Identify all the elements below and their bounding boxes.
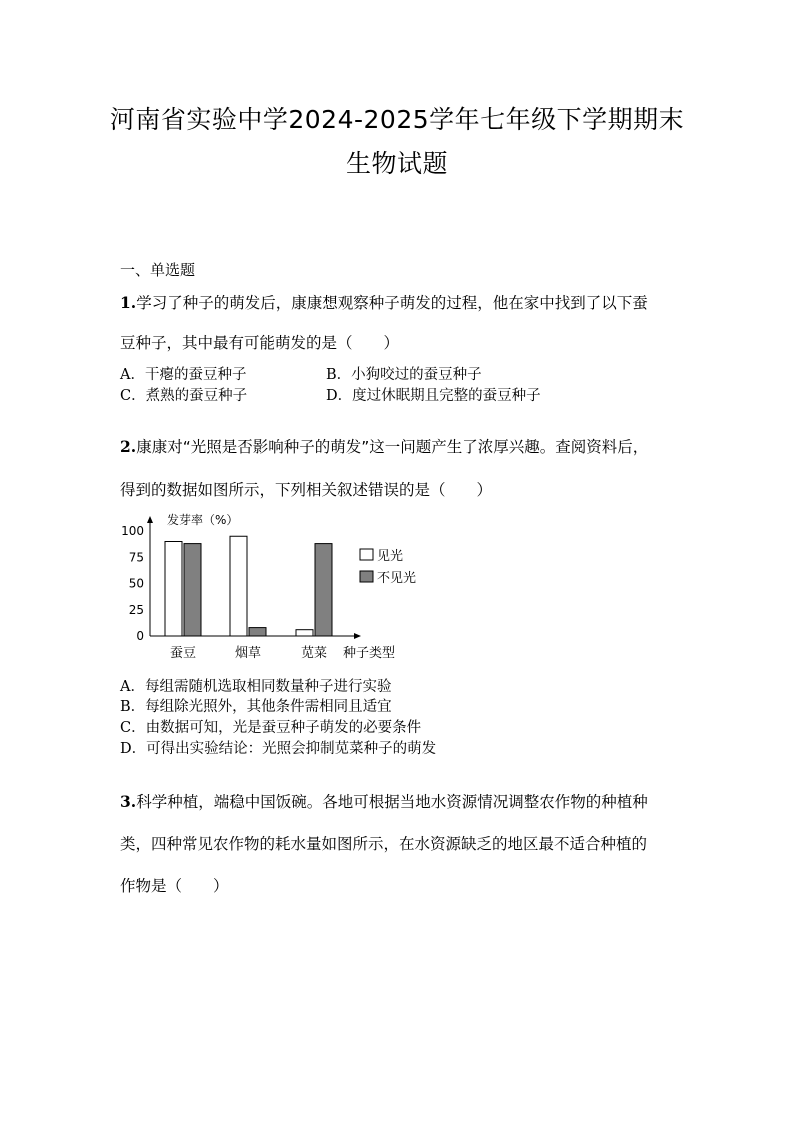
- question-2-stem-line2: 得到的数据如图所示，下列相关叙述错误的是（ ）: [120, 481, 493, 499]
- bar-light-0: [165, 542, 182, 637]
- question-2-option-a[interactable]: A．每组需随机选取相同数量种子进行实验: [120, 679, 392, 695]
- question-1-text: 学习了种子的萌发后，康康想观察种子萌发的过程，他在家中找到了以下蚕: [136, 294, 648, 312]
- legend-swatch-1: [360, 571, 373, 582]
- germination-rate-chart: [110, 505, 440, 665]
- question-1-stem-line2: 豆种子，其中最有可能萌发的是（ ）: [120, 334, 400, 352]
- bar-dark-0: [184, 544, 201, 636]
- question-1-option-d[interactable]: D．度过休眠期且完整的蚕豆种子: [326, 388, 541, 404]
- y-axis-arrow: [147, 516, 153, 523]
- x-category-label: 蚕豆: [169, 646, 197, 661]
- question-3-stem-line1: [120, 790, 648, 812]
- y-tick-label: 100: [121, 524, 144, 538]
- y-axis-label: 发芽率（%）: [167, 513, 239, 527]
- x-axis-label: 种子类型: [343, 646, 396, 661]
- legend-swatch-0: [360, 549, 373, 560]
- question-2-option-d[interactable]: D．可得出实验结论：光照会抑制苋菜种子的萌发: [120, 741, 437, 757]
- page-title-line1: 河南省实验中学2024-2025学年七年级下学期期末: [109, 105, 685, 134]
- page-title-line2: 生物试题: [345, 149, 448, 178]
- question-2-number: 2.: [120, 437, 137, 456]
- legend-label: 见光: [377, 549, 404, 564]
- question-2-stem-line1: [120, 435, 648, 457]
- question-3-text: 科学种植，端稳中国饭碗。各地可根据当地水资源情况调整农作物的种植种: [136, 793, 648, 811]
- y-tick-label: 25: [128, 602, 144, 617]
- bar-dark-1: [249, 628, 266, 636]
- y-tick-label: 75: [128, 550, 144, 565]
- bar-light-1: [230, 536, 247, 636]
- question-1-option-a[interactable]: A．干瘪的蚕豆种子: [120, 367, 247, 383]
- question-2-text: 康康对“光照是否影响种子的萌发”这一问题产生了浓厚兴趣。查阅资料后，: [136, 438, 649, 456]
- bar-light-2: [296, 630, 313, 636]
- x-category-label: 烟草: [234, 646, 262, 661]
- x-axis-arrow: [354, 633, 361, 639]
- question-1-number: 1.: [120, 293, 137, 312]
- question-1-option-b[interactable]: B．小狗咬过的蚕豆种子: [326, 367, 482, 383]
- y-tick-label: 50: [128, 576, 144, 591]
- legend-label: 不见光: [377, 571, 417, 586]
- question-3-number: 3.: [120, 792, 137, 811]
- question-2-option-b[interactable]: B．每组除光照外，其他条件需相同且适宜: [120, 699, 392, 715]
- section-heading: 一、单选题: [120, 261, 196, 279]
- question-1-option-c[interactable]: C．煮熟的蚕豆种子: [120, 388, 248, 404]
- question-3-stem-line2: 类，四种常见农作物的耗水量如图所示，在水资源缺乏的地区最不适合种植的: [120, 835, 648, 853]
- bar-dark-2: [315, 544, 332, 636]
- question-2-option-c[interactable]: C．由数据可知，光是蚕豆种子萌发的必要条件: [120, 720, 422, 736]
- question-3-stem-line3: 作物是（ ）: [120, 877, 229, 895]
- x-category-label: 苋菜: [300, 646, 328, 661]
- question-1-stem-line1: [120, 291, 648, 313]
- y-tick-label: 0: [136, 629, 144, 643]
